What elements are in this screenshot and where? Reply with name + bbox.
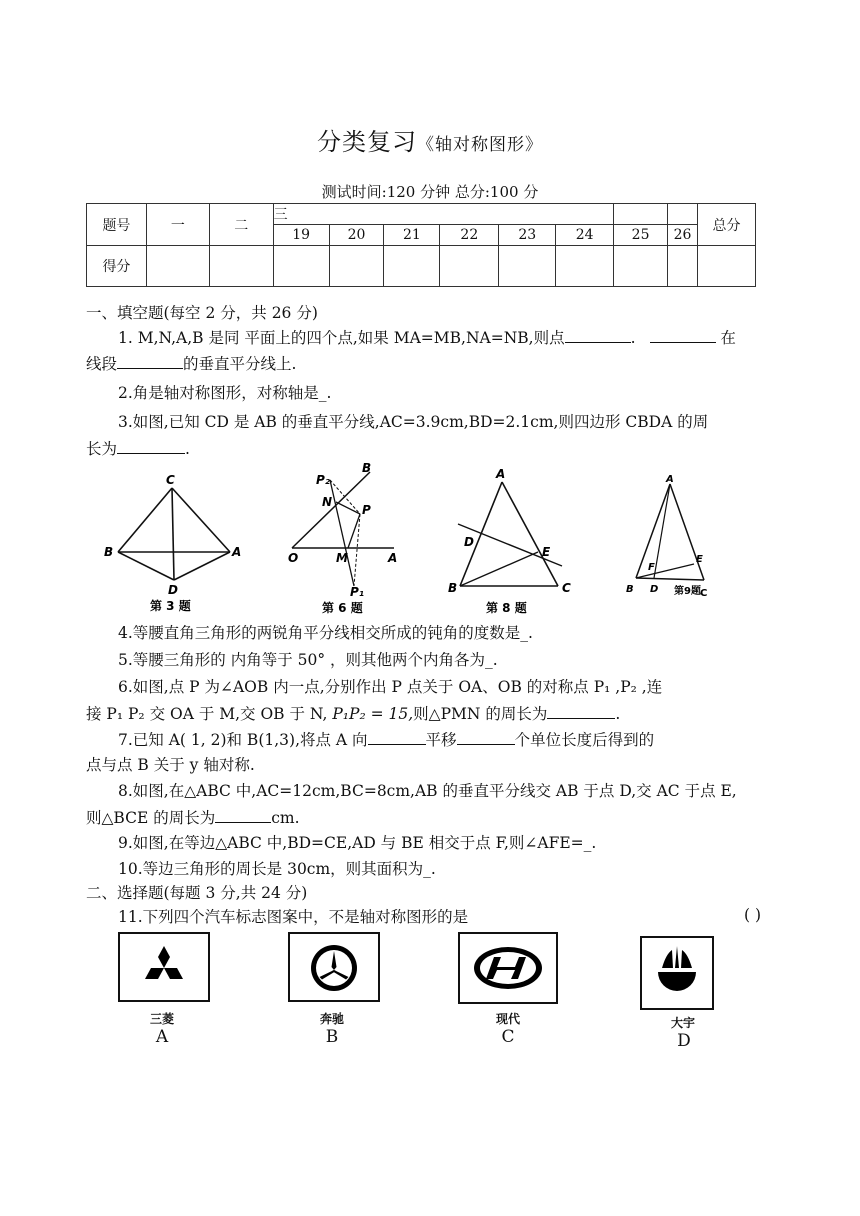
score-label: 得分 bbox=[87, 246, 147, 287]
fig6-segment-p2p1 bbox=[330, 480, 354, 586]
fig3-segment-ad bbox=[174, 552, 230, 580]
header-q25: 25 bbox=[614, 225, 668, 246]
fig6-label-n: N bbox=[322, 495, 333, 509]
fig6-label-m: M bbox=[336, 551, 348, 565]
q1-text-a: 1. M,N,A,B 是同 平面上的四个点,如果 MA=MB,NA=NB,则点 bbox=[118, 329, 565, 347]
header-part-3: 三 bbox=[273, 204, 613, 225]
score-cell[interactable] bbox=[499, 246, 556, 287]
option-b-brand: 奔驰 bbox=[319, 1012, 344, 1026]
test-info: 测试时间:120 分钟 总分:100 分 bbox=[321, 183, 539, 201]
fig8-label-c: C bbox=[562, 581, 571, 595]
fig9-label-d: D bbox=[650, 584, 659, 595]
question-6-line1: 6.如图,点 P 为∠AOB 内一点,分别作出 P 点关于 OA、OB 的对称点 P₁ ,P₂ ,连 bbox=[118, 678, 663, 696]
answer-blank[interactable] bbox=[215, 806, 271, 823]
empty-cell bbox=[614, 204, 668, 225]
option-b-letter: B bbox=[325, 1027, 339, 1047]
fig9-label-e: E bbox=[696, 554, 703, 565]
figure-8 bbox=[446, 462, 586, 620]
logo-option-a[interactable] bbox=[118, 932, 210, 1002]
header-question-no: 题号 bbox=[87, 204, 147, 246]
question-11: 11.下列四个汽车标志图案中，不是轴对称图形的是 bbox=[118, 908, 469, 926]
question-5: 5.等腰三角形的 内角等于 50° ，则其他两个内角各为_. bbox=[118, 651, 498, 669]
section1-heading: 一、填空题(每空 2 分，共 26 分) bbox=[86, 304, 318, 322]
header-part-1: 一 bbox=[146, 204, 209, 246]
fig6-label-p: P bbox=[362, 503, 371, 517]
fig6-label-p2: P₂ bbox=[316, 473, 331, 487]
fig6-segment-pp1 bbox=[354, 514, 360, 586]
header-part-2: 二 bbox=[209, 204, 273, 246]
answer-paren[interactable]: ( ) bbox=[744, 906, 762, 924]
question-7-line2: 点与点 B 关于 y 轴对称. bbox=[86, 756, 255, 774]
question-3-line2: 长为 . bbox=[86, 437, 190, 460]
question-3-line1: 3.如图,已知 CD 是 AB 的垂直平分线,AC=3.9cm,BD=2.1cm,则四边形 CBDA 的周 bbox=[118, 413, 709, 431]
page-title bbox=[0, 122, 860, 157]
fig9-caption: 第9题 bbox=[674, 586, 701, 597]
fig3-label-a: A bbox=[232, 545, 242, 559]
q1-text-b: 在 bbox=[720, 329, 736, 347]
q3-text-b: 长为 bbox=[86, 440, 118, 458]
score-table bbox=[86, 203, 756, 287]
header-total: 总分 bbox=[698, 204, 756, 246]
logo-option-d[interactable] bbox=[640, 936, 714, 1010]
q6-text-b: 接 P₁ P₂ 交 OA 于 M,交 OB 于 N, bbox=[86, 705, 328, 723]
fig3-segment-bd bbox=[118, 552, 174, 580]
question-2: 2.角是轴对称图形，对称轴是_. bbox=[118, 384, 332, 402]
header-q23: 23 bbox=[499, 225, 556, 246]
option-a-brand: 三菱 bbox=[149, 1012, 174, 1026]
question-8-line1: 8.如图,在△ABC 中,AC=12cm,BC=8cm,AB 的垂直平分线交 AB 于点 D,交 AC 于点 E, bbox=[118, 782, 737, 800]
fig8-segment-ac bbox=[502, 482, 558, 586]
score-cell[interactable] bbox=[440, 246, 499, 287]
answer-blank[interactable] bbox=[117, 352, 183, 369]
option-a-letter: A bbox=[155, 1027, 169, 1047]
mitsubishi-logo-icon bbox=[120, 934, 208, 1000]
empty-cell bbox=[668, 204, 698, 225]
fig9-segment-ad bbox=[654, 484, 670, 578]
answer-blank[interactable] bbox=[650, 326, 716, 343]
header-q26: 26 bbox=[668, 225, 698, 246]
fig6-caption: 第 6 题 bbox=[322, 601, 363, 615]
fig9-label-c: C bbox=[700, 588, 708, 599]
option-c-letter: C bbox=[501, 1027, 515, 1047]
title-sub: 《轴对称图形》 bbox=[417, 135, 543, 155]
fig6-label-p1: P₁ bbox=[350, 585, 365, 599]
fig3-segment-cd bbox=[172, 488, 174, 580]
fig6-segment-np bbox=[336, 502, 360, 514]
score-cell[interactable] bbox=[209, 246, 273, 287]
score-cell[interactable] bbox=[556, 246, 614, 287]
q7-text-c: 个单位长度后得到的 bbox=[514, 731, 655, 749]
fig8-caption: 第 8 题 bbox=[486, 601, 527, 615]
fig6-label-o: O bbox=[288, 551, 299, 565]
fig9-label-b: B bbox=[626, 584, 634, 595]
q6-text-c: 则△PMN 的周长为 bbox=[413, 705, 548, 723]
fig3-label-c: C bbox=[166, 473, 175, 487]
header-q19: 19 bbox=[273, 225, 329, 246]
answer-blank[interactable] bbox=[457, 728, 515, 745]
q7-text-a: 7.已知 A( 1, 2)和 B(1,3),将点 A 向 bbox=[118, 731, 368, 749]
mercedes-logo-icon bbox=[290, 934, 378, 1000]
section2-heading: 二、选择题(每题 3 分,共 24 分) bbox=[86, 884, 308, 902]
fig9-segment-bc bbox=[636, 578, 704, 580]
fig6-label-a: A bbox=[388, 551, 398, 565]
fig3-segment-ca bbox=[172, 488, 230, 552]
figure-6 bbox=[282, 462, 412, 620]
answer-blank[interactable] bbox=[547, 702, 615, 719]
score-cell[interactable] bbox=[329, 246, 384, 287]
fig8-label-a: A bbox=[496, 467, 506, 481]
title-main: 分类复习 bbox=[317, 128, 417, 156]
fig8-label-e: E bbox=[542, 545, 551, 559]
question-10: 10.等边三角形的周长是 30cm，则其面积为_. bbox=[118, 860, 436, 878]
question-1-line2 bbox=[86, 352, 296, 375]
answer-blank[interactable] bbox=[368, 728, 426, 745]
fig3-caption: 第 3 题 bbox=[150, 599, 191, 613]
q6-formula: P₁P₂ = 15, bbox=[332, 705, 414, 723]
score-cell[interactable] bbox=[273, 246, 329, 287]
fig9-label-f: F bbox=[648, 562, 655, 573]
q1-text-c: 线段 bbox=[86, 355, 118, 373]
fig8-label-b: B bbox=[448, 581, 458, 595]
score-cell[interactable] bbox=[614, 246, 668, 287]
figure-9 bbox=[618, 470, 718, 610]
fig3-segment-cb bbox=[118, 488, 172, 552]
logo-option-b[interactable] bbox=[288, 932, 380, 1002]
q1-text-d: 的垂直平分线上. bbox=[183, 355, 297, 373]
answer-blank[interactable] bbox=[565, 326, 631, 343]
header-q24: 24 bbox=[556, 225, 614, 246]
question-1-line1: 1. M,N,A,B 是同 平面上的四个点,如果 MA=MB,NA=NB,则点 . 在 bbox=[118, 326, 736, 349]
q8-text-c: cm. bbox=[271, 809, 300, 827]
question-7-line1 bbox=[118, 728, 654, 751]
daewoo-logo-icon bbox=[642, 938, 712, 1008]
score-cell[interactable] bbox=[668, 246, 698, 287]
score-cell[interactable] bbox=[146, 246, 209, 287]
q7-text-b: 平移 bbox=[425, 731, 457, 749]
option-d-brand: 大宇 bbox=[670, 1016, 695, 1030]
q8-text-b: 则△BCE 的周长为 bbox=[86, 809, 216, 827]
question-4: 4.等腰直角三角形的两锐角平分线相交所成的钝角的度数是_. bbox=[118, 624, 533, 642]
header-q21: 21 bbox=[384, 225, 440, 246]
option-d-letter: D bbox=[677, 1031, 691, 1051]
logo-option-c[interactable] bbox=[458, 932, 558, 1004]
figure-3 bbox=[96, 470, 256, 620]
fig9-label-a: A bbox=[666, 474, 674, 485]
fig3-label-b: B bbox=[104, 545, 114, 559]
fig6-label-b: B bbox=[362, 462, 372, 475]
score-cell[interactable] bbox=[698, 246, 756, 287]
question-8-line2 bbox=[86, 806, 300, 829]
question-6-line2: 接 P₁ P₂ 交 OA 于 M,交 OB 于 N, P₁P₂ = 15,则△PMN 的周长为 . bbox=[86, 702, 620, 725]
question-9: 9.如图,在等边△ABC 中,BD=CE,AD 与 BE 相交于点 F,则∠AFE=_. bbox=[118, 834, 597, 852]
header-q20: 20 bbox=[329, 225, 384, 246]
option-c-brand: 现代 bbox=[495, 1012, 520, 1026]
fig8-label-d: D bbox=[464, 535, 474, 549]
hyundai-logo-icon bbox=[460, 934, 556, 1002]
header-q22: 22 bbox=[440, 225, 499, 246]
score-cell[interactable] bbox=[384, 246, 440, 287]
answer-blank[interactable] bbox=[117, 437, 185, 454]
fig9-segment-be bbox=[636, 564, 694, 578]
fig3-label-d: D bbox=[168, 583, 178, 597]
